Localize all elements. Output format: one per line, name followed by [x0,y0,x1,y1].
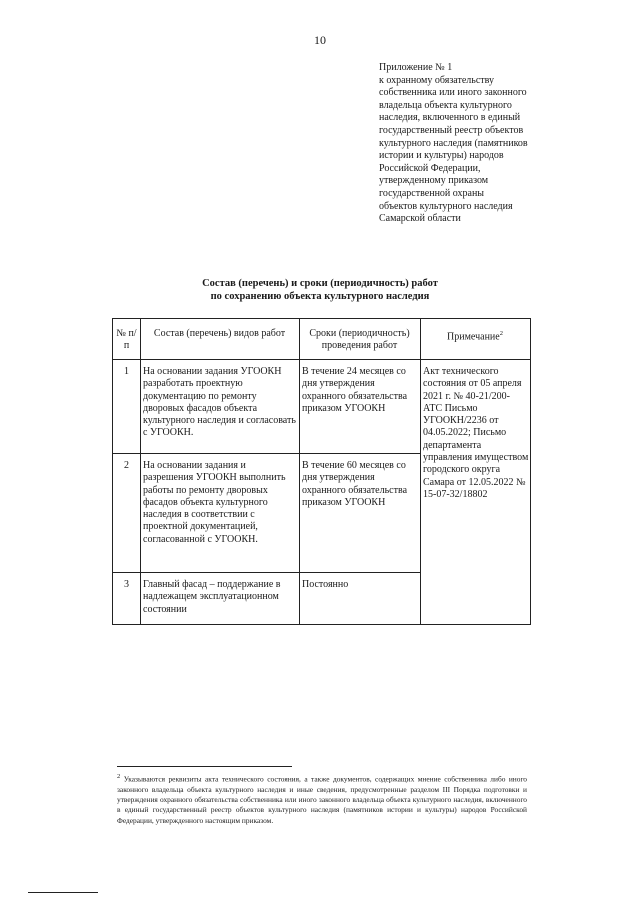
appendix-line: к охранному обязательству [379,74,495,86]
appendix-line: владельца объекта культурного [379,99,512,111]
footnote-separator [117,766,292,767]
row-num: 1 [124,366,129,377]
row-num: 2 [124,460,129,471]
row-terms: В течение 60 месяцев со дня утверждения охранного обязательства приказом УГООКН [302,460,408,508]
appendix-line: наследия, включенного в единый [379,112,521,124]
row-num: 3 [124,579,129,590]
footnote-marker: 2 [117,773,121,780]
page-edge-mark [28,892,98,893]
row-terms: В течение 24 месяцев со дня утверждения охранного обязательства приказом УГООКН [302,366,408,414]
appendix-line: истории и культуры) народов [379,150,504,162]
appendix-line: Приложение № 1 [379,62,453,73]
row-terms: Постоянно [302,579,349,590]
header-works: Состав (перечень) видов работ [153,328,286,339]
header-num: № п/п [116,328,137,352]
appendix-line: собственника или иного законного [379,87,527,99]
appendix-line: Российской Федерации, [379,162,481,174]
footnote-text: Указываются реквизиты акта технического состояния, а также документов, содержащих мнение собственника либо иного законного владельца объекта культурного наследия и иные сведения, предусмотренные разделом III Порядка подготовки и утверждения охранного обязательства собственника или иного законного владельца объекта культурного наследия, включенного в единый государственный реестр объектов культурного наследия (памятников истории и культуры) народов Российской Федерации, утвержденного настоящим приказом. [117,774,527,825]
row-works: На основании задания и разрешения УГООКН выполнить работы по ремонту дворовых фасадов объекта культурного наследия в соответствии с проектной документацией, согласованной с УГООКН. [143,460,286,545]
shared-note: Акт технического состояния от 05 апреля 2021 г. № 40-21/200-АТС Письмо УГООКН/2236 от 04.05.2022; Письмо департамента управления имуществом городского округа Самара от 12.05.2022 № 15-07-32/18802 [423,366,529,500]
appendix-line: Самарской области [379,213,461,225]
header-terms: Сроки (периодичность) проведения работ [309,328,410,352]
header-note [420,327,530,345]
works-table [112,318,531,625]
footnote-ref: 2 [499,330,503,337]
table-grid-line [113,453,420,454]
header-note-label: Примечание [447,331,500,343]
title-line: по сохранению объекта культурного наследия [210,291,430,302]
row-works: Главный фасад – поддержание в надлежащем эксплуатационном состоянии [143,579,281,615]
appendix-caption [379,62,579,226]
page-number: 10 [314,33,326,47]
appendix-line: утвержденному приказом [379,175,489,187]
row-works: На основании задания УГООКН разработать проектную документацию по ремонту дворовых фасадов объекта культурного наследия и согласовать с УГООКН. [143,366,296,439]
appendix-line: объектов культурного наследия [379,200,513,212]
appendix-line: государственный реестр объектов [379,124,524,136]
footnote [117,772,527,826]
appendix-line: государственной охраны [379,187,485,199]
title-line: Состав (перечень) и сроки (периодичность) работ [202,278,438,289]
table-grid-line [113,572,420,573]
appendix-line: культурного наследия (памятников [379,137,528,149]
document-title [0,277,640,303]
table-grid-line [113,359,530,360]
